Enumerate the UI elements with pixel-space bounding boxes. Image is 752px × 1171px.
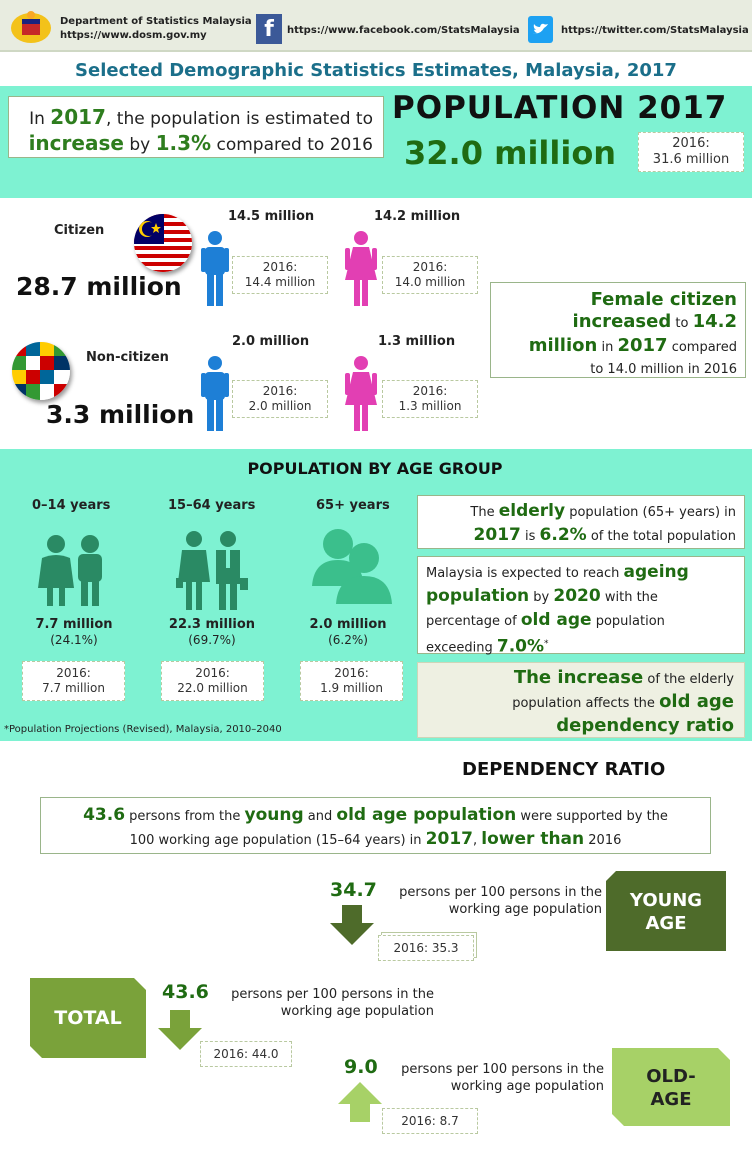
text-compared: compared to 2016 xyxy=(216,135,373,155)
prev-label: 2016: xyxy=(195,666,230,680)
old-text xyxy=(382,1061,604,1095)
total-text xyxy=(212,986,434,1020)
t: working age population xyxy=(280,1004,434,1019)
t: working age population xyxy=(448,902,602,917)
age-group-prev xyxy=(22,661,125,701)
age-group-value: 2.0 million xyxy=(309,617,387,632)
age-group-prev xyxy=(300,661,403,701)
ageing-year: 2020 xyxy=(553,586,601,606)
t: persons per 100 persons in the xyxy=(401,1062,604,1077)
twitter-link[interactable]: https://twitter.com/StatsMalaysia xyxy=(561,25,749,36)
t: persons per 100 persons in the xyxy=(231,987,434,1002)
citizen-female-prev xyxy=(382,256,478,294)
prev-label: 2016: xyxy=(334,666,369,680)
page-title: Selected Demographic Statistics Estimates, Malaysia, 2017 xyxy=(75,60,677,81)
old-age-word: old age xyxy=(520,610,592,630)
prev-value: 1.9 million xyxy=(320,681,383,695)
facebook-link[interactable]: https://www.facebook.com/StatsMalaysia xyxy=(287,25,520,36)
young-prev: 2016: 35.3 xyxy=(378,935,474,961)
ageing-word: ageing xyxy=(623,562,689,582)
prev-value: 1.3 million xyxy=(398,399,462,413)
noncitizen-label: Non-citizen xyxy=(86,350,169,365)
age-group-value: 7.7 million xyxy=(35,617,113,632)
old-age-tag xyxy=(612,1048,730,1126)
old-tag-text xyxy=(612,1065,730,1111)
young-word: young xyxy=(244,805,304,825)
dept-url[interactable]: https://www.dosm.gov.my xyxy=(60,30,207,41)
prev-label: 2016: xyxy=(262,260,298,274)
young-age-tag xyxy=(606,871,726,951)
adults-icon xyxy=(176,530,248,610)
note-million: million xyxy=(528,335,598,356)
population-heading: POPULATION 2017 xyxy=(392,90,728,126)
increase-pct: 1.3% xyxy=(155,131,212,155)
t: exceeding xyxy=(426,640,493,656)
text-by: by xyxy=(129,135,151,155)
age-group-pct: (6.2%) xyxy=(328,633,368,647)
noncitizen-female-prev xyxy=(382,380,478,418)
citizen-total: 28.7 million xyxy=(16,272,182,301)
prev-value: 31.6 million xyxy=(652,152,730,167)
noncitizen-male-prev xyxy=(232,380,328,418)
elderly-icon xyxy=(308,526,392,604)
population-increase-box xyxy=(8,96,384,158)
prev-label: 2016: xyxy=(412,260,448,274)
increase-word: The increase xyxy=(513,667,644,688)
age-group-label: 15–64 years xyxy=(168,498,256,513)
t: 100 working age population (15–64 years) in xyxy=(129,833,422,848)
twitter-icon[interactable] xyxy=(528,16,553,43)
female-icon xyxy=(344,355,378,431)
dependency-ratio-word: dependency ratio xyxy=(556,715,734,736)
old-prev: 2016: 8.7 xyxy=(382,1108,478,1134)
t: with the xyxy=(604,590,658,605)
population-total: 32.0 million xyxy=(404,134,617,172)
old-age-word: old age xyxy=(659,691,734,712)
t: population (65+ years) in xyxy=(569,505,736,520)
young-tag-text xyxy=(606,889,726,935)
arrow-down-icon xyxy=(158,1010,202,1050)
citizen-male-prev xyxy=(232,256,328,294)
prev-value: 14.4 million xyxy=(244,275,316,289)
t: The xyxy=(470,505,495,520)
age-group-pct: (69.7%) xyxy=(188,633,236,647)
elderly-pct: 6.2% xyxy=(539,525,587,545)
t: persons per 100 persons in the xyxy=(399,885,602,900)
noncitizen-total: 3.3 million xyxy=(46,400,195,429)
dept-name: Department of Statistics Malaysia xyxy=(60,16,252,27)
citizen-male-value: 14.5 million xyxy=(228,209,315,224)
note-in: in xyxy=(601,340,614,355)
age-group-pct: (24.1%) xyxy=(50,633,98,647)
total-tag xyxy=(30,978,146,1058)
population-prev-box xyxy=(638,132,744,172)
male-icon xyxy=(200,230,230,306)
old-age-word: old age population xyxy=(336,805,517,825)
lower-than-word: lower than xyxy=(481,829,585,849)
elderly-year: 2017 xyxy=(473,525,521,545)
text-estimated: , the population is estimated to xyxy=(105,109,373,129)
note-value: 14.2 xyxy=(692,311,737,332)
female-icon xyxy=(344,230,378,306)
prev-label: 2016: xyxy=(412,384,448,398)
footnote: *Population Projections (Revised), Malaysia, 2010–2040 xyxy=(4,724,282,735)
female-citizen-note xyxy=(490,282,746,378)
note-compared: compared xyxy=(671,340,737,355)
t: persons from the xyxy=(129,809,241,824)
age-group-label: 65+ years xyxy=(316,498,390,513)
t: YOUNG xyxy=(629,890,703,911)
citizen-label: Citizen xyxy=(54,223,105,238)
age-group-label: 0–14 years xyxy=(32,498,111,513)
age-group-prev xyxy=(161,661,264,701)
young-text xyxy=(380,884,602,918)
increase-year: 2017 xyxy=(50,105,106,129)
t: of the elderly xyxy=(647,672,734,687)
t: and xyxy=(307,809,333,824)
summary-value: 43.6 xyxy=(83,805,126,825)
t: of the total population xyxy=(590,529,736,544)
world-flags-icon xyxy=(12,342,70,400)
total-prev: 2016: 44.0 xyxy=(200,1041,292,1067)
t: population affects the xyxy=(512,696,655,711)
note-to: to xyxy=(675,316,689,331)
note-year: 2017 xyxy=(617,335,668,356)
increase-word: increase xyxy=(28,131,124,155)
noncitizen-male-value: 2.0 million xyxy=(232,334,310,349)
t: , xyxy=(473,833,478,848)
prev-label: 2016: xyxy=(672,136,710,151)
total-value: 43.6 xyxy=(162,981,209,1003)
footnote-mark: * xyxy=(544,639,549,649)
t: OLD- xyxy=(646,1066,696,1087)
age-heading: POPULATION BY AGE GROUP xyxy=(247,459,503,478)
citizen-female-value: 14.2 million xyxy=(374,209,461,224)
arrow-up-icon xyxy=(338,1082,382,1122)
t: AGE xyxy=(650,1089,692,1110)
elderly-word: elderly xyxy=(498,501,566,521)
old-value: 9.0 xyxy=(344,1056,378,1078)
note-line: Female citizen xyxy=(590,289,737,310)
t: working age population xyxy=(450,1079,604,1094)
t: 2016 xyxy=(588,833,622,848)
young-value: 34.7 xyxy=(330,879,377,901)
t: population xyxy=(595,614,665,629)
ageing-pct: 7.0% xyxy=(496,636,545,657)
children-icon xyxy=(36,532,112,606)
dependency-heading: DEPENDENCY RATIO xyxy=(462,759,666,780)
ageing-note xyxy=(417,556,745,657)
age-group-value: 22.3 million xyxy=(168,617,256,632)
dependency-summary xyxy=(40,797,711,854)
elderly-increase-note xyxy=(417,662,745,738)
t: were supported by the xyxy=(520,809,668,824)
male-icon xyxy=(200,355,230,431)
population-word: population xyxy=(426,586,530,606)
t: percentage of xyxy=(426,614,517,629)
t: AGE xyxy=(645,913,687,934)
noncitizen-female-value: 1.3 million xyxy=(378,334,456,349)
total-tag-text: TOTAL xyxy=(54,1007,122,1029)
summary-year: 2017 xyxy=(425,829,473,849)
text-in: In xyxy=(29,109,45,129)
malaysia-flag-icon xyxy=(134,214,192,272)
note-line: to 14.0 million in 2016 xyxy=(590,362,737,377)
facebook-icon[interactable]: f xyxy=(256,14,282,44)
prev-label: 2016: xyxy=(56,666,91,680)
prev-value: 14.0 million xyxy=(394,275,466,289)
dosm-logo xyxy=(8,9,54,47)
prev-value: 22.0 million xyxy=(177,681,248,695)
t: Malaysia is expected to reach xyxy=(426,566,620,581)
arrow-down-icon xyxy=(330,905,374,945)
elderly-note xyxy=(417,495,745,549)
t: by xyxy=(533,590,550,605)
note-increased: increased xyxy=(572,311,672,332)
prev-label: 2016: xyxy=(262,384,298,398)
prev-value: 7.7 million xyxy=(42,681,105,695)
t: is xyxy=(525,529,536,544)
prev-value: 2.0 million xyxy=(248,399,312,413)
